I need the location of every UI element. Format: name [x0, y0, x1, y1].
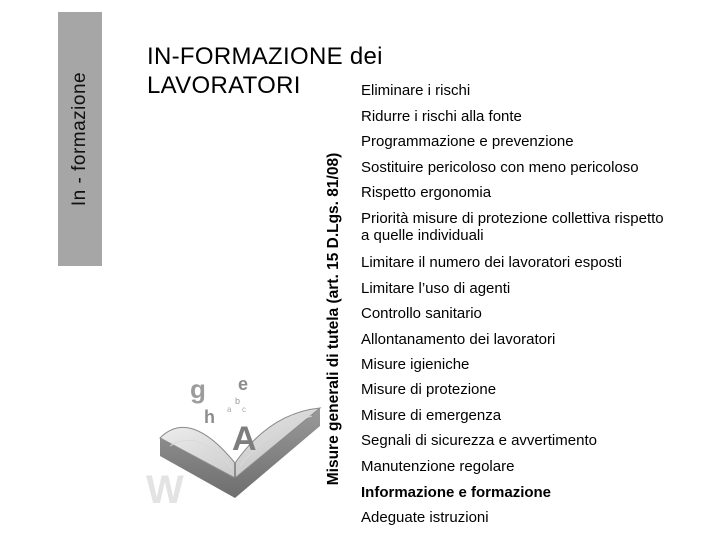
letter-b: b — [235, 396, 241, 406]
measure-text: Informazione e formazione — [361, 484, 552, 501]
measure-text: Manutenzione regolare — [361, 458, 515, 475]
side-tab-label: In - formazione — [69, 71, 90, 207]
measure-text: Segnali di sicurezza e avvertimento — [361, 432, 597, 449]
measure-text: Misure igieniche — [361, 356, 470, 373]
measure-item — [361, 356, 720, 373]
measure-item — [361, 381, 720, 398]
measure-item — [361, 458, 720, 475]
measure-item — [361, 331, 720, 348]
letter-a: a — [227, 405, 232, 414]
measures-list — [361, 0, 720, 540]
measure-item — [361, 432, 720, 449]
measure-text: Misure di emergenza — [361, 407, 502, 424]
measure-text: Limitare il numero dei lavoratori esposti — [361, 254, 622, 271]
measure-item — [361, 82, 720, 99]
letter-e: e — [238, 374, 249, 394]
measure-text: Ridurre i rischi alla fonte — [361, 108, 522, 125]
measure-text: Programmazione e prevenzione — [361, 133, 574, 150]
measure-text: Eliminare i rischi — [361, 82, 471, 99]
measure-text: Limitare l’uso di agenti — [361, 280, 511, 297]
measure-item — [361, 184, 720, 201]
measure-item — [361, 484, 720, 501]
letter-h: h — [204, 407, 215, 427]
open-book-letters-icon — [140, 368, 330, 528]
measure-item — [361, 159, 720, 176]
measure-item — [361, 509, 720, 526]
measure-text: Adeguate istruzioni — [361, 509, 489, 526]
measure-text: Rispetto ergonomia — [361, 184, 492, 201]
letter-A: A — [232, 420, 257, 458]
vertical-label-text: Misure generali di tutela (art. 15 D.Lgs. 81/08) — [325, 152, 342, 486]
measure-text: Misure di protezione — [361, 381, 497, 398]
letter-g: g — [190, 374, 206, 404]
measure-text: Priorità misure di protezione collettiva rispetto — [361, 210, 664, 227]
measure-item — [361, 108, 720, 125]
measure-item — [361, 210, 720, 244]
measure-item — [361, 254, 720, 271]
measure-text: Controllo sanitario — [361, 305, 482, 322]
title-line-1: IN-FORMAZIONE dei — [147, 43, 383, 70]
page-title — [147, 42, 383, 100]
measure-item — [361, 407, 720, 424]
measure-item — [361, 305, 720, 322]
measure-text-continued: a quelle individuali — [361, 227, 484, 244]
measure-item — [361, 280, 720, 297]
measure-item — [361, 133, 720, 150]
measure-text: Allontanamento dei lavoratori — [361, 331, 556, 348]
letter-W: W — [146, 468, 184, 512]
side-tab — [58, 12, 102, 266]
title-line-2: LAVORATORI — [147, 72, 301, 99]
letter-c: c — [242, 405, 246, 414]
measure-text: Sostituire pericoloso con meno pericoloso — [361, 159, 639, 176]
